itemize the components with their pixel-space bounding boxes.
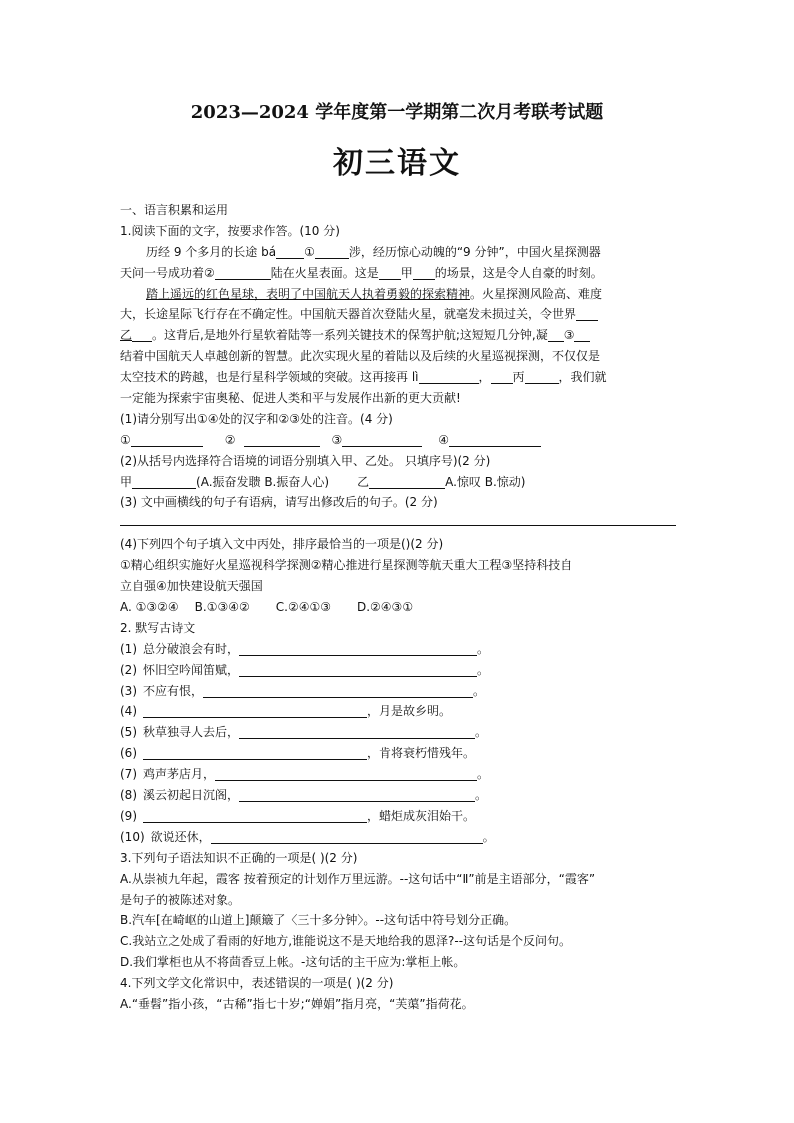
answer-blank[interactable] [215, 766, 477, 781]
answer-blank[interactable] [143, 703, 367, 718]
sub-question-1: (1)请分别写出①④处的汉字和②③处的注音。(4 分) [120, 411, 393, 426]
poem-line-number: (10) [120, 829, 145, 844]
poem-given-text: ，月是故乡明。 [367, 704, 452, 719]
answer-blank[interactable] [143, 808, 367, 823]
passage-line: 乙 。这背后,是地外行星软着陆等一系列关键技术的保驾护航;这短短几分钟,凝 ③ [120, 325, 676, 346]
q3-option: D.我们掌柜也从不将茴香豆上帐。-这句话的主干应为:掌柜上帐。 [120, 955, 466, 970]
poem-given-text: 。 [482, 829, 495, 844]
poem-given-text: 鸡声茅店月， [143, 767, 216, 782]
answer-blank[interactable] [419, 369, 479, 384]
q3-option: A.从崇祯九年起，霞客 按着预定的计划作万里远游。--这句话中“Ⅱ”前是主语部分，“霞客” [120, 871, 596, 886]
answer-blank[interactable] [244, 432, 320, 447]
answer-blank[interactable] [211, 829, 483, 844]
question-4-prompt: 4.下列文学文化常识中，表述错误的一项是( )(2 分) [120, 976, 394, 991]
answer-blank[interactable] [576, 306, 598, 321]
exam-title: 2023—2024 学年度第一学期第二次月考联考试题 [190, 102, 604, 123]
poem-line [120, 639, 676, 660]
passage-line: 结着中国航天人卓越创新的智慧。此次实现火星的着陆以及后续的火星巡视探测，不仅仅是 [120, 349, 601, 364]
poem-given-text: 。 [475, 725, 488, 740]
poem-given-text: ，肯将衰朽惜残年。 [367, 746, 476, 761]
poem-line [120, 764, 676, 785]
poem-line [120, 660, 676, 681]
question-3-prompt: 3.下列句子语法知识不正确的一项是( )(2 分) [120, 850, 358, 865]
answer-blank[interactable] [369, 474, 445, 489]
q4-option-a: A.“垂髫”指小孩，“古稀”指七十岁;“婵娟”指月亮，“芙蕖”指荷花。 [120, 996, 474, 1011]
passage-line: 踏上遥远的红色星球，表明了中国航天人执着勇毅的探索精神。火星探测风险高、难度 [146, 286, 603, 301]
poem-given-text: 。 [477, 767, 490, 782]
poem-line [120, 806, 676, 827]
sub-question-2: (2)从括号内选择符合语境的词语分别填入甲、乙处。 只填序号)(2 分) [120, 453, 491, 468]
answer-blank[interactable] [143, 745, 367, 760]
exam-body [120, 200, 676, 1015]
option-a[interactable]: A. ①③②④ [120, 600, 179, 615]
section-heading: 一、语言积累和运用 [120, 203, 229, 217]
answer-blank[interactable] [239, 662, 477, 677]
q3-option: C.我站立之处成了看雨的好地方,谁能说这不是天地给我的恩泽?--这句话是个反问句。 [120, 934, 572, 949]
answer-blank[interactable] [276, 244, 304, 259]
poem-line [120, 701, 676, 722]
poem-line-number: (4) [120, 704, 137, 719]
answer-blank[interactable] [132, 474, 196, 489]
answer-blank[interactable] [548, 327, 564, 342]
poem-line-number: (5) [120, 725, 137, 740]
poem-given-text: 欲说还休， [150, 829, 211, 844]
poem-given-text: 怀旧空吟闻笛赋， [143, 662, 240, 677]
q3-option: 是句子的被陈述对象。 [120, 892, 241, 907]
answer-blank[interactable] [525, 369, 559, 384]
answer-blank[interactable] [315, 244, 349, 259]
answer-blank[interactable] [574, 327, 590, 342]
answer-blank[interactable] [379, 265, 401, 280]
answer-blank[interactable] [413, 265, 435, 280]
poem-given-text: 秋草独寻人去后， [143, 725, 240, 740]
poem-given-text: 总分破浪会有时， [143, 641, 240, 656]
option-b[interactable]: B.①③④② [194, 600, 250, 615]
poem-given-text: ，蜡炬成灰泪始干。 [367, 808, 476, 823]
passage-line: 大，长途星际飞行存在不确定性。中国航天器首次登陆火星，就毫发未损过关，令世界 [120, 304, 676, 325]
sub-question-3: (3) 文中画横线的句子有语病，请写出修改后的句子。(2 分) [120, 495, 438, 510]
sub4-item: 立自强④加快建设航天强国 [120, 579, 263, 594]
answer-rule[interactable] [120, 513, 676, 526]
answer-blank[interactable] [215, 265, 271, 280]
poem-line [120, 743, 676, 764]
question-2-prompt: 2. 默写古诗文 [120, 620, 196, 635]
sub2-answer-line: 甲 (A.振奋发聩 B.振奋人心) 乙 A.惊叹 B.惊动) [120, 474, 526, 489]
poem-given-text: 。 [477, 641, 490, 656]
passage-line: 历经 9 个多月的长途 bá ① 涉，经历惊心动魄的“9 分钟”，中国火星探测器 [146, 244, 601, 259]
poem-given-text: 。 [475, 788, 488, 803]
answer-blank[interactable] [491, 369, 513, 384]
answer-blank[interactable] [131, 432, 203, 447]
poem-lines [120, 639, 676, 848]
poem-line-number: (7) [120, 767, 137, 782]
poem-line [120, 681, 676, 702]
answer-blank[interactable] [239, 724, 475, 739]
poem-line-number: (2) [120, 662, 137, 677]
answer-blank[interactable] [239, 787, 475, 802]
passage-line: 太空技术的跨越，也是行星科学领域的突破。这再接再 lì ， 丙 ，我们就 [120, 370, 607, 385]
poem-given-text: 。 [473, 683, 486, 698]
sub-question-4: (4)下列四个句子填入文中丙处，排序最恰当的一项是()(2 分) [120, 537, 444, 552]
poem-line-number: (6) [120, 746, 137, 761]
poem-given-text: 溪云初起日沉阁， [143, 788, 240, 803]
poem-line [120, 827, 676, 848]
poem-line-number: (8) [120, 788, 137, 803]
answer-blank[interactable] [449, 432, 541, 447]
poem-line-number: (3) [120, 683, 137, 698]
answer-blank[interactable] [203, 683, 473, 698]
option-c[interactable]: C.②④①③ [275, 600, 331, 615]
answer-blank[interactable] [132, 327, 152, 342]
passage-line: 天问一号成功着② 陆在火星表面。这是 甲 的场景，这是令人自豪的时刻。 [120, 265, 603, 280]
poem-line-number: (9) [120, 808, 137, 823]
answer-blank[interactable] [342, 432, 422, 447]
poem-line-number: (1) [120, 641, 137, 656]
underlined-sentence: 踏上遥远的红色星球，表明了中国航天人执着勇毅的探索精神 [146, 286, 471, 301]
answer-blank[interactable] [239, 641, 477, 656]
poem-line [120, 722, 676, 743]
poem-line [120, 785, 676, 806]
option-d[interactable]: D.②④③① [356, 600, 414, 615]
poem-given-text: 。 [477, 662, 490, 677]
sub4-options [120, 597, 676, 618]
subject-title: 初三语文 [333, 146, 461, 181]
q3-option: B.汽车[在崎岖的山道上]颠簸了〈三十多分钟〉。--这句话中符号划分正确。 [120, 913, 517, 928]
question-1-prompt: 1.阅读下面的文字，按要求作答。(10 分) [120, 223, 340, 238]
sub4-item: ①精心组织实施好火星巡视科学探测②精心推进行星探测等航天重大工程③坚持科技自 [120, 558, 573, 573]
passage-line: 一定能为探索宇宙奥秘、促进人类和平与发展作出新的更大贡献! [120, 391, 461, 406]
sub1-answer-line: ① ② ③ ④ [120, 430, 676, 451]
poem-given-text: 不应有恨， [143, 683, 204, 698]
